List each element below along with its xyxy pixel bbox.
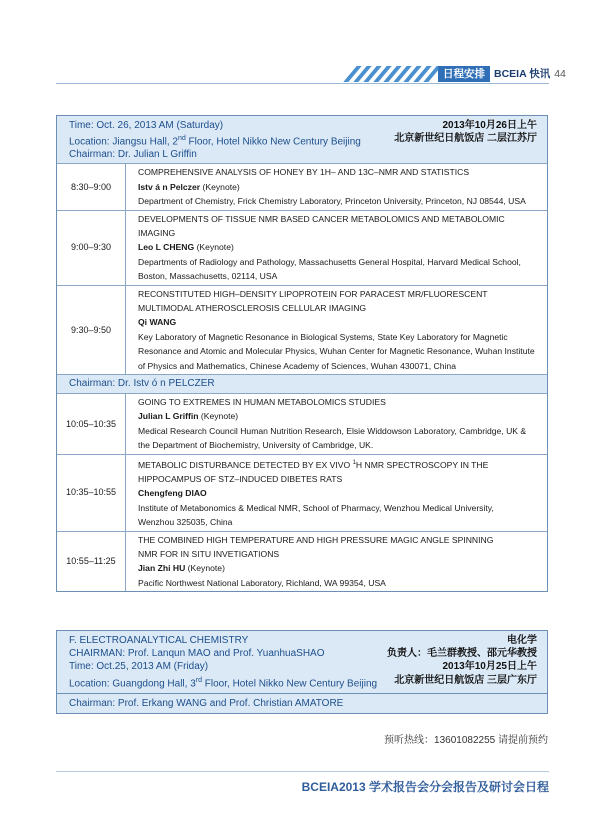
- talk-row: [57, 531, 547, 591]
- chairman-label: Chairman: Dr. Istv ó n PELCZER: [57, 375, 547, 394]
- footer-rule: [56, 771, 549, 772]
- talk-affiliation: Medical Research Council Human Nutrition Research, Elsie Widdowson Laboratory, Cambridge, UK &: [138, 425, 527, 436]
- talk-title-line: METABOLIC DISTURBANCE DETECTED BY EX VIVO $^1$H NMR SPECTROSCOPY IN THE: [138, 459, 489, 470]
- session-schedule-box: [56, 115, 548, 592]
- talk-title-line: NMR FOR IN SITU INVETIGATIONS: [138, 548, 280, 559]
- session2-date-cn: 2013年10月25日上午: [442, 661, 537, 673]
- talk-title-line: GOING TO EXTREMES IN HUMAN METABOLOMICS STUDIES: [138, 397, 386, 408]
- session2-box: [56, 630, 548, 714]
- session2-chair: Chairman: Prof. Erkang WANG and Prof. Christian AMATORE: [57, 693, 547, 713]
- session2-location: Location: Guangdong Hall, 3rd Floor, Hotel Nikko New Century Beijing: [69, 676, 378, 689]
- talk-speaker: Istv á n Pelczer (Keynote): [138, 181, 240, 192]
- footer-title: BCEIA2013 学术报告会分会报告及研讨会日程: [301, 780, 549, 794]
- session2-chairman-cn: 负责人：毛兰群教授、邵元华教授: [387, 648, 537, 660]
- session-location-cn: 北京新世纪日航饭店 二层江苏厅: [394, 133, 537, 144]
- talk-affiliation: Resonance and Atomic and Molecular Physics, Wuhan Center for Magnetic Resonance, Wuhan Institute: [138, 346, 535, 357]
- session2-location-cn: 北京新世纪日航饭店 三层广东厅: [394, 674, 537, 686]
- talk-affiliation: of Physics and Mathematics, Chinese Academy of Sciences, Wuhan 430071, China: [138, 360, 456, 371]
- talk-affiliation: Wenzhou 325035, China: [138, 517, 233, 528]
- talk-time: 10:35–10:55: [57, 454, 126, 531]
- talk-speaker: Qi WANG: [138, 317, 177, 328]
- talk-details: [126, 531, 548, 591]
- talk-details: [126, 210, 548, 285]
- talk-title-line: HIPPOCAMPUS OF STZ–INDUCED DIBETES RATS: [138, 473, 343, 484]
- talk-title-line: RECONSTITUTED HIGH–DENSITY LIPOPROTEIN FOR PARACEST MR/FLUORESCENT: [138, 288, 488, 299]
- talk-time: 8:30–9:00: [57, 164, 126, 210]
- page-number: 44: [554, 68, 566, 80]
- brand-label: BCEIA 快讯: [494, 68, 551, 80]
- talk-details: [126, 285, 548, 374]
- session2-info: [57, 631, 547, 693]
- header-rule: [56, 83, 549, 84]
- talk-row: [57, 454, 547, 531]
- talk-affiliation: Departments of Radiology and Pathology, Massachusetts General Hospital, Harvard Medical School,: [138, 256, 521, 267]
- talk-affiliation: Key Laboratory of Magnetic Resonance in Biological Systems, State Key Laboratory for Magnetic: [138, 331, 508, 342]
- talk-title-line: DEVELOPMENTS OF TISSUE NMR BASED CANCER METABOLOMICS AND METABOLOMIC IMAGING: [138, 213, 505, 238]
- talk-time: 9:30–9:50: [57, 285, 126, 374]
- session2-name-cn: 电化学: [507, 635, 537, 646]
- talk-affiliation: Pacific Northwest National Laboratory, Richland, WA 99354, USA: [138, 577, 386, 588]
- header-stripes: [342, 66, 438, 82]
- talk-table: [57, 163, 547, 591]
- session-info: [57, 116, 547, 163]
- talk-row: [57, 210, 547, 285]
- talk-speaker: Chengfeng DIAO: [138, 488, 207, 499]
- talk-title-line: THE COMBINED HIGH TEMPERATURE AND HIGH PRESSURE MAGIC ANGLE SPINNING: [138, 534, 494, 545]
- talk-details: [126, 164, 548, 210]
- talk-details: [126, 454, 548, 531]
- section-tag: 日程安排: [438, 66, 490, 82]
- talk-row: [57, 164, 547, 210]
- session2-name: F. ELECTROANALYTICAL CHEMISTRY: [69, 635, 249, 646]
- talk-time: 10:55–11:25: [57, 531, 126, 591]
- talk-speaker: Leo L CHENG (Keynote): [138, 242, 234, 253]
- hotline-note: 预听热线：13601082255 请提前预约: [384, 735, 548, 746]
- session-time: Time: Oct. 26, 2013 AM (Saturday): [69, 120, 224, 131]
- chairman-row: [57, 375, 547, 394]
- talk-row: [57, 394, 547, 455]
- session2-time: Time: Oct.25, 2013 AM (Friday): [69, 661, 209, 673]
- talk-affiliation: Boston, Massachusetts, 02114, USA: [138, 271, 278, 282]
- talk-speaker: Julian L Griffin (Keynote): [138, 411, 239, 422]
- talk-affiliation: the Department of Biochemistry, University of Cambridge, UK.: [138, 440, 374, 451]
- session-date-cn: 2013年10月26日上午: [442, 120, 537, 131]
- header-brand: [494, 66, 566, 82]
- talk-title-line: COMPREHENSIVE ANALYSIS OF HONEY BY 1H– AND 13C–NMR AND STATISTICS: [138, 167, 470, 178]
- talk-time: 9:00–9:30: [57, 210, 126, 285]
- talk-speaker: Jian Zhi HU (Keynote): [138, 563, 225, 574]
- session2-chairman: CHAIRMAN: Prof. Lanqun MAO and Prof. YuanhuaSHAO: [69, 648, 325, 660]
- talk-details: [126, 394, 548, 455]
- talk-time: 10:05–10:35: [57, 394, 126, 455]
- session-location: Location: Jiangsu Hall, 2nd Floor, Hotel Nikko New Century Beijing: [69, 135, 361, 148]
- session-chairman: Chairman: Dr. Julian L Griffin: [69, 149, 197, 161]
- talk-affiliation: Department of Chemistry, Frick Chemistry Laboratory, Princeton University, Princeton, NJ 08544, USA: [138, 196, 526, 207]
- talk-title-line: MULTIMODAL ATHEROSCLEROSIS CELLULAR IMAGING: [138, 302, 367, 313]
- talk-row: [57, 285, 547, 374]
- talk-affiliation: Institute of Metabonomics & Medical NMR, School of Pharmacy, Wenzhou Medical University,: [138, 502, 494, 513]
